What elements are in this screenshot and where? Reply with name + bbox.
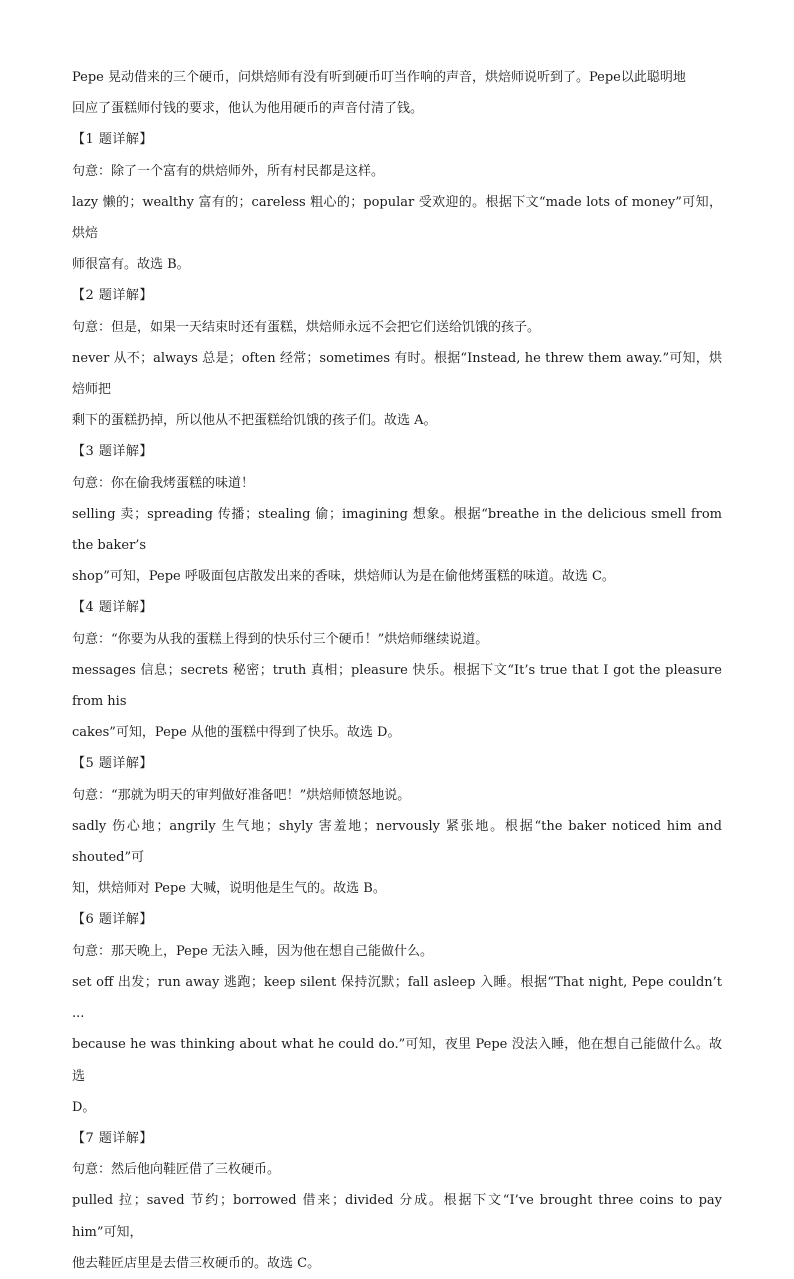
item-4-explanation-line-1: messages 信息；secrets 秘密；truth 真相；pleasure 快乐。根据下文“It’s true that I got the pleasure from his bbox=[72, 662, 722, 710]
item-4-heading: 【4 题详解】 bbox=[72, 600, 153, 616]
item-3-meaning: 句意：你在偷我烤蛋糕的味道！ bbox=[72, 475, 255, 491]
item-7-explanation-line-1: pulled 拉；saved 节约；borrowed 借来；divided 分成。根据下文“I’ve brought three coins to pay him”可知， bbox=[72, 1193, 722, 1240]
item-1-explanation-line-2: 师很富有。故选 B。 bbox=[72, 257, 190, 273]
item-2-meaning: 句意：但是，如果一天结束时还有蛋糕，烘焙师永远不会把它们送给饥饿的孩子。 bbox=[72, 319, 541, 335]
intro-line-1: Pepe 晃动借来的三个硬币，问烘焙师有没有听到硬币叮当作响的声音，烘焙师说听到了。Pepe以此聪明地 bbox=[72, 70, 686, 85]
intro-line-2: 回应了蛋糕师付钱的要求，他认为他用硬币的声音付清了钱。 bbox=[72, 101, 424, 117]
item-5-meaning: 句意：“那就为明天的审判做好准备吧！”烘焙师愤怒地说。 bbox=[72, 787, 411, 803]
item-1-explanation-line-1: lazy 懒的；wealthy 富有的；careless 粗心的；popular 受欢迎的。根据下文“made lots of money”可知，烘焙 bbox=[72, 194, 722, 242]
item-2-heading: 【2 题详解】 bbox=[72, 288, 153, 304]
item-6-explanation-line-2: because he was thinking about what he could do.”可知，夜里 Pepe 没法入睡，他在想自己能做什么。故选 bbox=[72, 1037, 722, 1084]
item-1-heading: 【1 题详解】 bbox=[72, 132, 153, 148]
document-body bbox=[72, 62, 722, 1279]
item-7-explanation-line-2: 他去鞋匠店里是去借三枚硬币的。故选 C。 bbox=[72, 1255, 321, 1271]
item-5-heading: 【5 题详解】 bbox=[72, 756, 153, 772]
item-6-explanation-line-3: D。 bbox=[72, 1099, 96, 1115]
item-1-meaning: 句意：除了一个富有的烘焙师外，所有村民都是这样。 bbox=[72, 163, 385, 179]
item-4-explanation-line-2: cakes”可知，Pepe 从他的蛋糕中得到了快乐。故选 D。 bbox=[72, 725, 401, 741]
item-2-explanation-line-2: 剩下的蛋糕扔掉，所以他从不把蛋糕给饥饿的孩子们。故选 A。 bbox=[72, 413, 437, 429]
item-6-meaning: 句意：那天晚上，Pepe 无法入睡，因为他在想自己能做什么。 bbox=[72, 943, 434, 959]
item-7-heading: 【7 题详解】 bbox=[72, 1130, 153, 1146]
item-3-heading: 【3 题详解】 bbox=[72, 444, 153, 460]
item-4-meaning: 句意：“你要为从我的蛋糕上得到的快乐付三个硬币！”烘焙师继续说道。 bbox=[72, 631, 489, 647]
item-5-explanation-line-1: sadly 伤心地；angrily 生气地；shyly 害羞地；nervously 紧张地。根据“the baker noticed him and shouted”可 bbox=[72, 818, 722, 866]
item-7-meaning: 句意：然后他向鞋匠借了三枚硬币。 bbox=[72, 1162, 281, 1178]
item-2-explanation-line-1: never 从不；always 总是；often 经常；sometimes 有时。根据“Instead, he threw them away.”可知，烘焙师把 bbox=[72, 350, 722, 398]
item-3-explanation-line-2: shop”可知，Pepe 呼吸面包店散发出来的香味，烘焙师认为是在偷他烤蛋糕的味道。故选 C。 bbox=[72, 569, 615, 585]
item-3-explanation-line-1: selling 卖；spreading 传播；stealing 偷；imagining 想象。根据“breathe in the delicious smell from the baker’s bbox=[72, 506, 722, 554]
item-6-explanation-line-1: set off 出发；run away 逃跑；keep silent 保持沉默；fall asleep 入睡。根据“That night, Pepe couldn’t ... bbox=[72, 974, 722, 1022]
item-5-explanation-line-2: 知，烘焙师对 Pepe 大喊，说明他是生气的。故选 B。 bbox=[72, 881, 386, 897]
item-6-heading: 【6 题详解】 bbox=[72, 912, 153, 928]
